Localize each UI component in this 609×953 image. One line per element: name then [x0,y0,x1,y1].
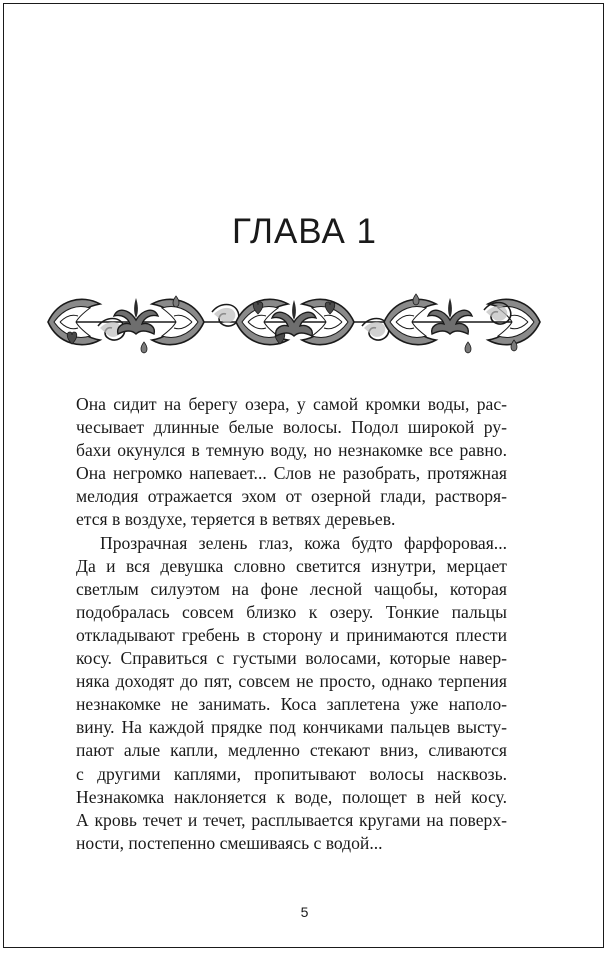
text-line: подобралась совсем близко к озеру. Тонкие пальцы [76,601,507,622]
text-line: незнакомке не занимать. Коса заплетена уже наполо- [76,694,507,715]
text-line: ется в воздухе, теряется в ветвях деревьев. [76,509,396,530]
text-line: Незнакомка наклоняется к воде, полощет в ней косу. [76,786,507,807]
chapter-body [76,393,507,855]
floral-ornament-icon [44,286,544,358]
paragraph-1 [76,393,507,532]
text-line: Она негромко напевает... Слов не разобрать, протяжная [76,463,507,484]
text-line: чесывает длинные белые волосы. Подол широкой ру- [76,417,507,438]
text-line: Она сидит на берегу озера, у самой кромки воды, рас- [76,394,507,414]
text-line: мелодия отражается эхом от озерной глади, растворя- [76,486,507,507]
text-line: светлым силуэтом на фоне лесной чащобы, которая [76,578,507,599]
text-line: Да и вся девушка словно светится изнутри, мерцает [76,555,507,576]
text-line: с другими каплями, пропитывают волосы насквозь. [76,763,507,784]
text-line: ности, постепенно смешиваясь с водой... [76,832,383,853]
text-line: вину. На каждой прядке под кончиками пальцев высту- [76,717,507,738]
text-line: пают алые капли, медленно стекают вниз, сливаются [76,740,507,761]
paragraph-2 [76,532,507,855]
text-line: Прозрачная зелень глаз, кожа будто фарфоровая... [100,532,507,553]
text-line: откладывают гребень в сторону и принимаются плести [76,624,507,645]
text-line: няка доходят до пят, совсем не просто, однако терпения [76,671,507,692]
text-line: косу. Справиться с густыми волосами, которые навер- [76,648,507,669]
text-line: бахи окунулся в темную воду, но незнакомке все равно. [76,440,507,461]
text-line: А кровь течет и течет, расплывается кругами на поверх- [76,809,507,830]
chapter-title: ГЛАВА 1 [231,212,378,251]
page-number: 5 [300,904,309,920]
